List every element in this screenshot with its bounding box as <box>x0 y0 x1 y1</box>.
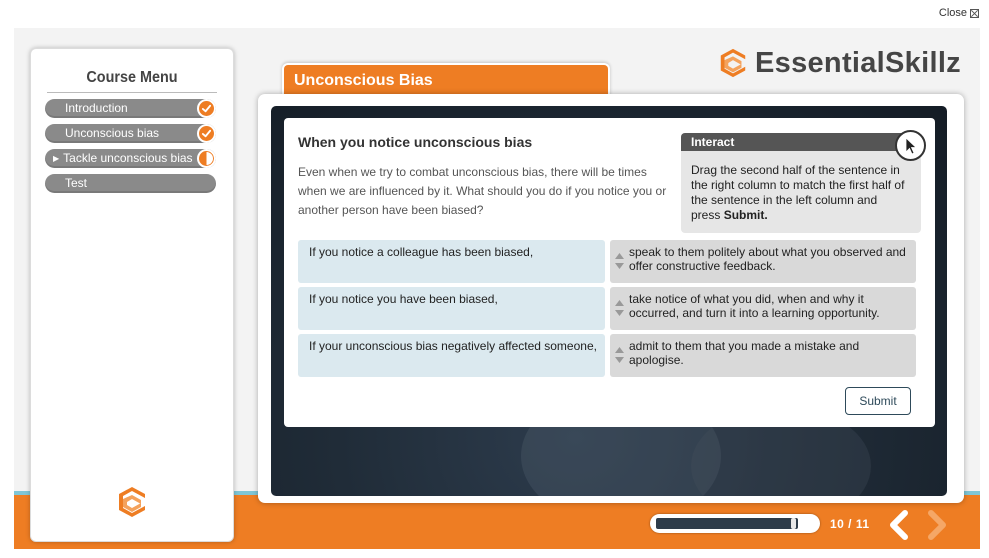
draggable-sentence-end[interactable] <box>610 334 916 377</box>
sentence-end-text: admit to them that you made a mistake and apologise. <box>629 339 860 367</box>
course-stage <box>14 28 980 549</box>
menu-item-label: Introduction <box>65 101 128 115</box>
draggable-sentence-end[interactable] <box>610 287 916 330</box>
menu-item-test[interactable] <box>45 174 216 193</box>
next-page-chevron-icon[interactable] <box>922 509 952 541</box>
matching-row <box>298 334 916 377</box>
sentence-end-text: speak to them politely about what you observed and offer constructive feedback. <box>629 245 906 273</box>
check-icon <box>197 99 216 118</box>
interact-instructions: Drag the second half of the sentence in the right column to match the first half of the sentence in the left column and press Submit. <box>691 163 905 222</box>
menu-item-introduction[interactable] <box>45 99 216 118</box>
menu-item-label: Unconscious bias <box>65 126 160 140</box>
close-icon <box>970 9 979 18</box>
essentialskillz-logo-icon <box>115 485 149 519</box>
menu-item-label: Test <box>65 176 88 190</box>
menu-item-tackle-unconscious-bias[interactable] <box>45 149 216 168</box>
drag-handle-icon[interactable] <box>615 347 624 363</box>
question-body: Even when we try to combat unconscious bias, there will be times when we are influenced by it. What should you do if you notice you or another person have been biased? <box>298 165 667 217</box>
menu-item-unconscious-bias[interactable] <box>45 124 216 143</box>
drag-handle-icon[interactable] <box>615 300 624 316</box>
instructions-submit-bold: Submit. <box>723 208 768 222</box>
drag-handle-icon[interactable] <box>615 253 624 269</box>
half-circle-progress-icon <box>197 149 216 168</box>
submit-button[interactable]: Submit <box>845 387 911 415</box>
content-frame <box>258 94 964 503</box>
course-menu-panel <box>30 48 234 542</box>
check-icon <box>197 124 216 143</box>
brand-logo <box>717 46 961 80</box>
interact-panel <box>681 133 921 233</box>
sentence-start: If you notice you have been biased, <box>298 287 605 330</box>
menu-item-label: Tackle unconscious bias <box>63 151 193 165</box>
essentialskillz-logo-icon <box>717 46 749 80</box>
close-button[interactable] <box>939 7 979 19</box>
draggable-sentence-end[interactable] <box>610 240 916 283</box>
menu-divider <box>47 92 217 93</box>
cursor-pointer-icon <box>895 130 926 161</box>
course-menu-title: Course Menu <box>86 69 178 86</box>
progress-fill <box>656 518 798 529</box>
close-label: Close <box>938 7 967 19</box>
current-arrow-icon: ▶ <box>53 154 60 163</box>
page-counter: 10 / 11 <box>830 517 870 531</box>
module-title: Unconscious Bias <box>282 63 610 97</box>
interact-heading: Interact <box>681 133 921 151</box>
sentence-start: If your unconscious bias negatively affected someone, <box>298 334 605 377</box>
question-card <box>284 118 935 427</box>
brand-name: EssentialSkillz <box>755 46 961 79</box>
sentence-start: If you notice a colleague has been biased, <box>298 240 605 283</box>
progress-cap <box>791 518 796 529</box>
previous-page-chevron-icon[interactable] <box>884 509 914 541</box>
question-title: When you notice unconscious bias <box>298 134 533 150</box>
matching-row <box>298 287 916 330</box>
course-progress-bar <box>650 514 820 533</box>
sentence-end-text: take notice of what you did, when and why it occurred, and turn it into a learning opportunity. <box>629 292 880 320</box>
matching-row <box>298 240 916 283</box>
